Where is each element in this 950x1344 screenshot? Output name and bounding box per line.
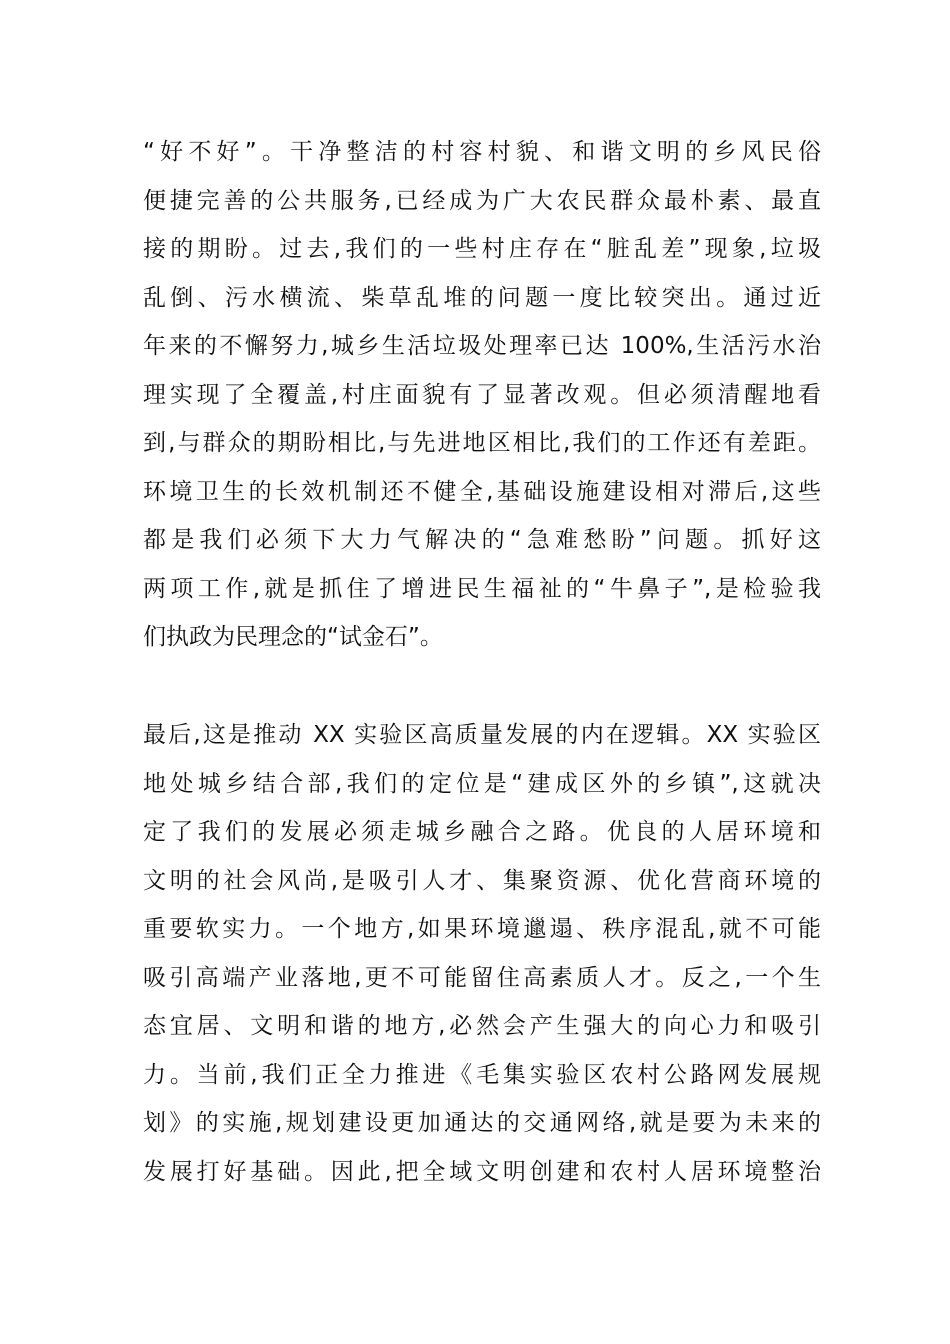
text-line: 都是我们必须下大力气解决的“急难愁盼”问题。抓好这 — [143, 527, 821, 553]
text-line: 最后,这是推动 XX 实验区高质量发展的内在逻辑。XX 实验区 — [143, 722, 821, 748]
text-line: 地处城乡结合部,我们的定位是“建成区外的乡镇”,这就决 — [143, 770, 821, 797]
text-line: 划》的实施,规划建设更加通达的交通网络,就是要为未来的 — [143, 1110, 821, 1136]
text-line: 吸引高端产业落地,更不可能留住高素质人才。反之,一个生 — [143, 964, 821, 991]
paragraph-2 — [143, 711, 821, 1196]
text-line: 发展打好基础。因此,把全域文明创建和农村人居环境整治 — [143, 1158, 821, 1185]
text-line: 环境卫生的长效机制还不健全,基础设施建设相对滞后,这些 — [143, 478, 821, 505]
text-line: 便捷完善的公共服务,已经成为广大农民群众最朴素、最直 — [143, 187, 821, 214]
text-line: 文明的社会风尚,是吸引人才、集聚资源、优化营商环境的 — [143, 867, 821, 894]
paragraph-1 — [143, 128, 821, 662]
text-line: 接的期盼。过去,我们的一些村庄存在“脏乱差”现象,垃圾 — [143, 236, 821, 262]
text-line: “好不好”。干净整洁的村容村貌、和谐文明的乡风民俗 — [143, 139, 821, 165]
text-line: 两项工作,就是抓住了增进民生福祉的“牛鼻子”,是检验我 — [143, 575, 821, 602]
text-line: 重要软实力。一个地方,如果环境邋遢、秩序混乱,就不可能 — [143, 916, 821, 942]
text-line: 态宜居、文明和谐的地方,必然会产生强大的向心力和吸引 — [143, 1013, 821, 1039]
text-line: 们执政为民理念的“试金石”。 — [143, 624, 443, 650]
text-line: 到,与群众的期盼相比,与先进地区相比,我们的工作还有差距。 — [143, 430, 821, 456]
text-line: 理实现了全覆盖,村庄面貌有了显著改观。但必须清醒地看 — [143, 381, 821, 408]
text-line: 乱倒、污水横流、柴草乱堆的问题一度比较突出。通过近 — [143, 284, 821, 311]
text-line: 力。当前,我们正全力推进《毛集实验区农村公路网发展规 — [143, 1061, 821, 1088]
text-line: 定了我们的发展必须走城乡融合之路。优良的人居环境和 — [143, 819, 821, 845]
text-line: 年来的不懈努力,城乡生活垃圾处理率已达 100%,生活污水治 — [143, 333, 821, 359]
